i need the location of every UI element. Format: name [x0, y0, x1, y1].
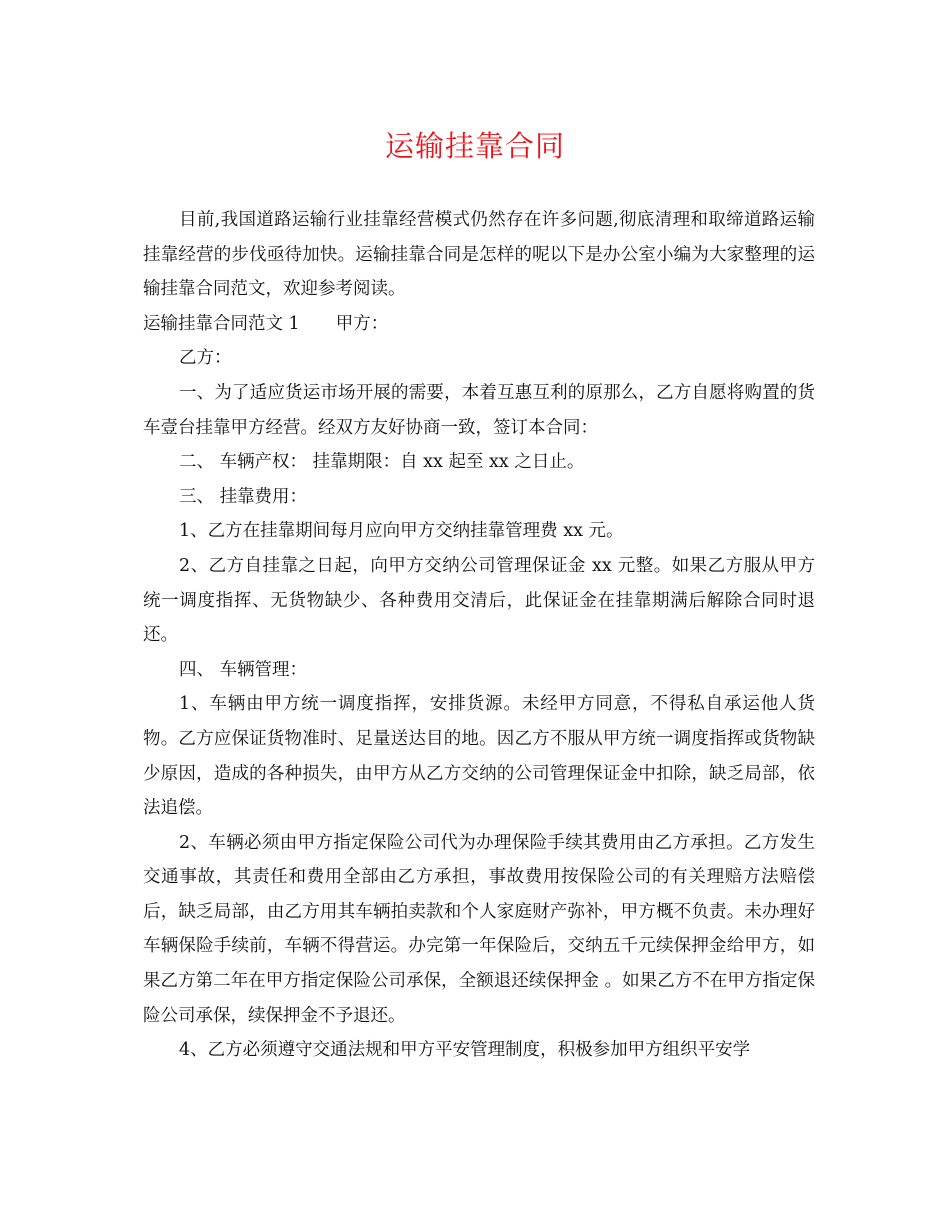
clause-4-2: 2、车辆必须由甲方指定保险公司代为办理保险手续其费用由乙方承担。乙方发生交通事故，其责任和费用全部由乙方承担，事故费用按保险公司的有关理赔方法赔偿后，缺乏局部，由乙方用其车辆拍卖款和个人家庭财产弥补，甲方概不负责。未办理好车辆保险手续前，车辆不得营运。办完第一年保险后，交纳五千元续保押金给甲方，如果乙方第二年在甲方指定保险公司承保，全额退还续保押金 。如果乙方不在甲方指定保险公司承保，续保押金不予退还。	[143, 832, 815, 1026]
document-title: 运输挂靠合同	[384, 129, 565, 163]
document-body	[143, 203, 815, 1068]
clause-3: 三、 挂靠费用：	[179, 486, 308, 507]
sample-heading-line	[143, 307, 815, 342]
clause-4: 四、 车辆管理：	[179, 659, 308, 680]
clause-2: 二、 车辆产权： 挂靠期限：自 xx 起至 xx 之日止。	[179, 452, 585, 473]
party-a-label: 甲方：	[335, 313, 389, 334]
clause-4-1: 1、车辆由甲方统一调度指挥，安排货源。未经甲方同意，不得私自承运他人货物。乙方应保证货物准时、足量送达目的地。因乙方不服从甲方统一调度指挥或货物缺少原因，造成的各种损失，由甲方从乙方交纳的公司管理保证金中扣除，缺乏局部，依法追偿。	[143, 694, 815, 819]
party-b-label: 乙方：	[179, 348, 232, 369]
sample-heading: 运输挂靠合同范文 1	[143, 313, 300, 334]
clause-1: 一、为了适应货运市场开展的需要，本着互惠互利的原那么，乙方自愿将购置的货车壹台挂靠甲方经营。经双方友好协商一致，签订本合同：	[143, 382, 815, 438]
clause-3-2: 2、乙方自挂靠之日起，向甲方交纳公司管理保证金 xx 元整。如果乙方服从甲方统一调度指挥、无货物缺少、各种费用交清后，此保证金在挂靠期满后解除合同时退还。	[143, 555, 815, 646]
clause-4-4: 4、乙方必须遵守交通法规和甲方平安管理制度，积极参加甲方组织平安学	[179, 1040, 751, 1061]
clause-3-1: 1、乙方在挂靠期间每月应向甲方交纳挂靠管理费 xx 元。	[179, 521, 624, 542]
intro-paragraph: 目前,我国道路运输行业挂靠经营模式仍然存在许多问题,彻底清理和取缔道路运输挂靠经营的步伐亟待加快。运输挂靠合同是怎样的呢以下是办公室小编为大家整理的运输挂靠合同范文，欢迎参考阅读。	[143, 210, 815, 300]
